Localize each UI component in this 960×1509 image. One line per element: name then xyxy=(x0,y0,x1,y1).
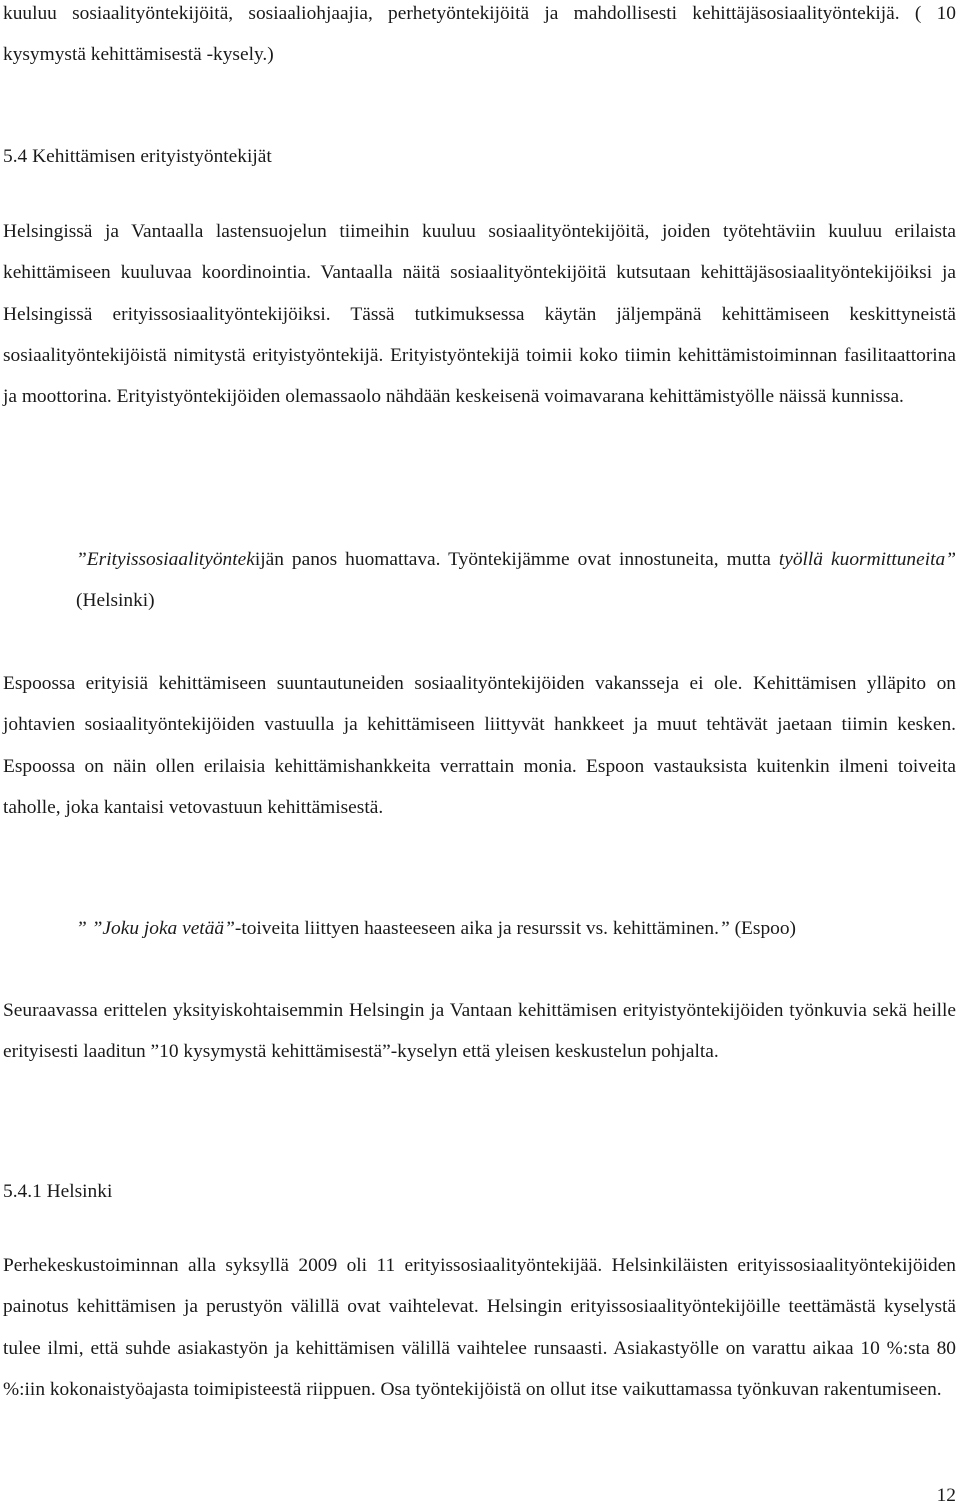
quote-open-mark: ” xyxy=(76,549,87,570)
quote-italic-end: työllä kuormittuneita” xyxy=(778,549,956,570)
quote-source: (Helsinki) xyxy=(76,590,155,611)
section-paragraph: Helsingissä ja Vantaalla lastensuojelun tiimeihin kuuluu sosiaalityöntekijöitä, joiden työtehtäviin kuuluu erilaista kehittämiseen kuuluvaa koordinointia. Vantaalla näitä sosiaalityöntekijöitä kutsutaan kehittäjäsosiaalityöntekijöiksi ja Helsingissä erityissosiaalityöntekijöiksi. Tässä tutkimuksessa käytän jäljempänä kehittämiseen keskittyneistä sosiaalityöntekijöistä nimitystä erityistyöntekijä. Erityistyöntekijä toimii koko tiimin kehittämistoiminnan fasilitaattorina ja moottorina. Erityistyöntekijöiden olemassaolo nähdään keskeisenä voimavarana kehittämistyölle näissä kunnissa. xyxy=(3,221,956,408)
section-heading-5-4-1: 5.4.1 Helsinki xyxy=(3,1181,113,1202)
quote-source: (Espoo) xyxy=(729,918,796,939)
intro-paragraph: kuuluu sosiaalityöntekijöitä, sosiaaliohjaajia, perhetyöntekijöitä ja mahdollisesti kehittäjäsosiaalityöntekijä. ( 10 kysymystä kehittämisestä -kysely.) xyxy=(3,3,956,66)
quote-italic-start: Erityissosiaalityöntek xyxy=(86,549,255,570)
quote-helsinki xyxy=(3,539,956,621)
page-number: 12 xyxy=(936,1485,956,1506)
quote-text: -toiveita liittyen haasteeseen aika ja resurssit vs. kehittäminen. xyxy=(234,918,719,939)
quote-close-mark: ” xyxy=(718,918,730,939)
quote-italic-start: ” ”Joku joka vetää” xyxy=(76,918,235,939)
overview-paragraph: Seuraavassa erittelen yksityiskohtaisemmin Helsingin ja Vantaan kehittämisen erityistyöntekijöiden työnkuvia sekä heille erityisesti laaditun ”10 kysymystä kehittämisestä”-kyselyn että yleisen keskustelun pohjalta. xyxy=(3,1000,956,1063)
section-heading-5-4: 5.4 Kehittämisen erityistyöntekijät xyxy=(3,146,272,167)
helsinki-paragraph: Perhekeskustoiminnan alla syksyllä 2009 oli 11 erityissosiaalityöntekijää. Helsinkiläisten erityissosiaalityöntekijöiden painotus kehittämisen ja perustyön välillä ovat vaihtelevat. Helsingin erityissosiaalityöntekijöille teettämästä kyselystä tulee ilmi, että suhde asiakastyön ja kehittämisen välillä vaihtelee runsaasti. Asiakastyölle on varattu aikaa 10 %:sta 80 %:iin kokonaistyöajasta toimipisteestä riippuen. Osa työntekijöistä on ollut itse vaikuttamassa työnkuvan rakentumiseen. xyxy=(3,1255,956,1400)
quote-text: ijän panos huomattava. Työntekijämme ovat innostuneita, mutta xyxy=(254,549,779,570)
quote-espoo xyxy=(76,908,956,949)
espoo-paragraph: Espoossa erityisiä kehittämiseen suuntautuneiden sosiaalityöntekijöiden vakansseja ei ole. Kehittämisen ylläpito on johtavien sosiaalityöntekijöiden vastuulla ja kehittämiseen liittyvät hankkeet ja muut tehtävät jaetaan tiimin kesken. Espoossa on näin ollen erilaisia kehittämishankkeita verrattain monia. Espoon vastauksista kuitenkin ilmeni toiveita taholle, joka kantaisi vetovastuun kehittämisestä. xyxy=(3,673,956,818)
